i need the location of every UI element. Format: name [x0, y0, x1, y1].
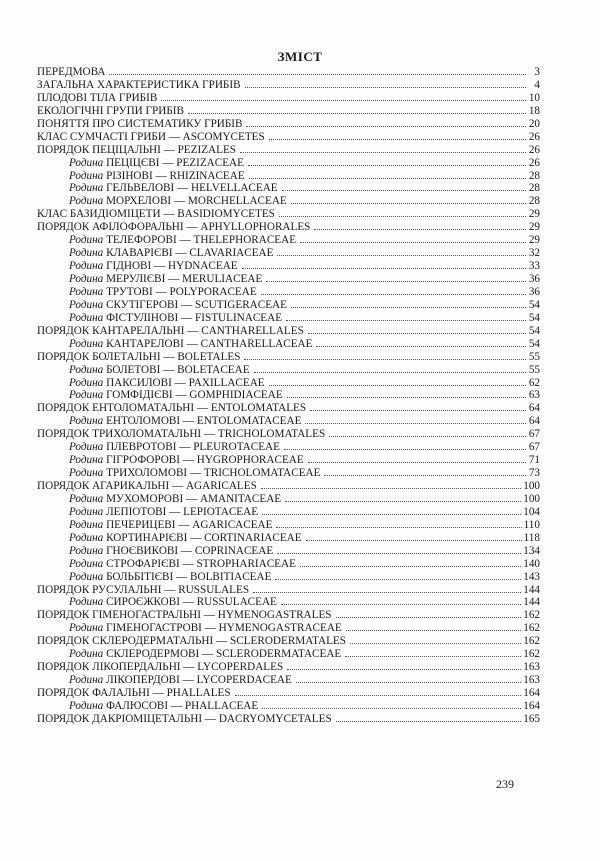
toc-entry-text: ПОРЯДОК ДАКРІОМІЦЕТАЛЬНІ — DACRYOMYCETALES: [37, 712, 332, 725]
dot-leader: [282, 190, 526, 191]
toc-entry-text: МОРХЕЛОВІ — MORCHELLACEAE: [106, 195, 287, 208]
toc-entry-prefix: Родина: [69, 169, 104, 182]
dot-leader: [281, 604, 521, 605]
toc-entry-text: КАНТАРЕЛОВІ — CANTHARELLACEAE: [106, 337, 313, 350]
toc-entry-page: 54: [528, 298, 540, 311]
toc-family-entry: [37, 622, 540, 635]
toc-section-entry: [37, 402, 540, 415]
toc-section-entry: [37, 351, 540, 364]
dot-leader: [248, 165, 526, 166]
toc-entry-prefix: Родина: [69, 699, 104, 712]
toc-entry-page: 63: [528, 389, 540, 402]
toc-entry-prefix: Родина: [69, 531, 104, 544]
dot-leader: [310, 410, 526, 411]
toc-entry-page: 71: [528, 454, 540, 467]
toc-entry-label: [37, 480, 259, 493]
toc-entry-page: 64: [528, 415, 540, 428]
toc-entry-page: 73: [528, 467, 540, 480]
dot-leader: [291, 203, 526, 204]
toc-entry-text: КЛАС БАЗИДІОМІЦЕТИ — BASIDIOMYCETES: [37, 208, 275, 221]
toc-entry-text: ПОРЯДОК ЛІКОПЕРДАЛЬНІ — LYCOPERDALES: [37, 661, 284, 674]
toc-entry-label: [37, 221, 312, 234]
toc-entry-text: ПЕРЕДМОВА: [37, 66, 106, 78]
toc-entry-label: [37, 661, 285, 674]
toc-entry-page: 67: [528, 428, 540, 441]
toc-entry-label: [37, 622, 344, 635]
toc-entry-page: 54: [528, 324, 540, 337]
toc-entry-label: [37, 195, 289, 208]
toc-entry-prefix: Родина: [69, 622, 104, 635]
toc-entry-prefix: Родина: [69, 311, 104, 324]
toc-family-entry: [37, 195, 540, 208]
toc-entry-prefix: Родина: [69, 273, 104, 285]
toc-entry-prefix: Родина: [69, 389, 104, 402]
toc-entry-label: [37, 325, 306, 338]
toc-entry-prefix: Родина: [69, 156, 104, 169]
toc-entry-text: ЛІКОПЕРДОВІ — LYCOPERDACEAE: [106, 674, 292, 687]
toc-entry-prefix: Родина: [69, 260, 104, 273]
dot-leader: [286, 320, 526, 321]
toc-entry-page: 163: [523, 674, 540, 687]
toc-family-entry: [37, 545, 540, 558]
toc-entry-label: [37, 389, 285, 402]
toc-section-entry: [37, 208, 540, 221]
toc-entry-page: 28: [528, 182, 540, 195]
toc-family-entry: [37, 157, 540, 170]
toc-family-entry: [37, 234, 540, 247]
toc-entry-prefix: Родина: [69, 195, 104, 208]
toc-entry-page: 4: [534, 78, 540, 91]
toc-entry-prefix: Родина: [69, 363, 104, 376]
toc-entry-label: [37, 377, 267, 390]
toc-entry-label: [37, 66, 107, 79]
toc-family-entry: [37, 441, 540, 454]
dot-leader: [300, 566, 521, 567]
toc-entry-label: [37, 700, 260, 713]
toc-entry-label: [37, 260, 240, 273]
toc-entry-text: ПЕЧЕРИЦЕВІ — AGARICACEAE: [106, 518, 273, 531]
toc-family-entry: [37, 182, 540, 195]
toc-section-entry: [37, 105, 540, 118]
toc-entry-prefix: Родина: [69, 337, 104, 350]
toc-entry-page: 28: [528, 195, 540, 208]
page-number: 239: [496, 777, 514, 791]
toc-entry-label: [37, 299, 289, 312]
toc-entry-label: [37, 170, 247, 183]
toc-entry-text: ПЕЦІЦЄВІ — PEZIZACEAE: [106, 156, 244, 169]
toc-section-entry: [37, 325, 540, 338]
toc-entry-label: [37, 571, 273, 584]
dot-leader: [296, 682, 521, 683]
toc-entry-prefix: Родина: [69, 234, 104, 247]
toc-entry-page: 62: [528, 376, 540, 389]
dot-leader: [242, 268, 526, 269]
toc-entry-page: 26: [528, 143, 540, 156]
toc-entry-page: 64: [528, 402, 540, 415]
toc-entry-page: 26: [528, 130, 540, 143]
toc-entry-text: БОЛЬБІТІЄВІ — BOLBITIACEAE: [106, 570, 272, 583]
toc-entry-label: [37, 364, 252, 377]
toc-entry-text: ПОРЯДОК КАНТАРЕЛАЛЬНІ — CANTHARELLALES: [37, 324, 304, 337]
toc-entry-text: КЛАС СУМЧАСТІ ГРИБИ — ASCOMYCETES: [37, 130, 265, 143]
toc-section-entry: [37, 118, 540, 131]
dot-leader: [300, 242, 526, 243]
toc-entry-prefix: Родина: [69, 544, 104, 557]
dot-leader: [262, 514, 521, 515]
dot-leader: [346, 630, 521, 631]
toc-family-entry: [37, 700, 540, 713]
dot-leader: [109, 74, 526, 75]
toc-entry-label: [37, 558, 298, 571]
toc-family-entry: [37, 247, 540, 260]
dot-leader: [188, 113, 526, 114]
toc-entry-page: 32: [528, 247, 540, 260]
toc-family-entry: [37, 312, 540, 325]
toc-entry-text: ЕНТОЛОМОВІ — ENTOLOMATACEAE: [106, 415, 302, 428]
dot-leader: [305, 423, 526, 424]
toc-entry-label: [37, 519, 274, 532]
dot-leader: [287, 397, 526, 398]
toc-entry-label: [37, 415, 303, 428]
toc-entry-page: 29: [528, 234, 540, 247]
toc-entry-page: 29: [528, 208, 540, 221]
toc-entry-label: [37, 687, 233, 700]
toc-entry-label: [37, 273, 264, 286]
dot-leader: [275, 579, 521, 580]
toc-entry-page: 100: [523, 480, 540, 492]
dot-leader: [261, 294, 526, 295]
toc-entry-page: 162: [523, 648, 540, 661]
dot-leader: [262, 708, 521, 709]
toc-family-entry: [37, 467, 540, 480]
toc-section-entry: [37, 144, 540, 157]
toc-entry-text: БОЛЕТОВІ — BOLETACEAE: [106, 363, 250, 376]
toc-entry-page: 162: [523, 635, 540, 648]
toc-entry-text: ПОРЯДОК АГАРИКАЛЬНІ — AGARICALES: [37, 480, 257, 492]
toc-entry-text: МУХОМОРОВІ — AMANITACEAE: [106, 492, 282, 505]
dot-leader: [253, 592, 521, 593]
dot-leader: [249, 178, 526, 179]
toc-section-entry: [37, 79, 540, 92]
dot-leader: [279, 216, 526, 217]
toc-entry-prefix: Родина: [69, 518, 104, 531]
toc-entry-text: СКЛЕРОДЕРМОВІ — SCLERODERMATACEAE: [106, 648, 342, 661]
toc-family-entry: [37, 389, 540, 402]
toc-entry-text: КОРТИНАРІЄВІ — CORTINARIACEAE: [106, 531, 302, 544]
toc-entry-text: ГОМФІДІЄВІ — GOMPHIDIACEAE: [106, 389, 283, 402]
toc-family-entry: [37, 286, 540, 299]
toc-section-entry: [37, 635, 540, 648]
toc-family-entry: [37, 273, 540, 286]
dot-leader: [276, 527, 521, 528]
toc-entry-label: [37, 635, 348, 648]
toc-entry-text: ТРУТОВІ — POLYPORACEAE: [106, 285, 257, 298]
toc-entry-prefix: Родина: [69, 454, 104, 467]
page-title: ЗМІСТ: [277, 49, 323, 64]
dot-leader: [329, 436, 526, 437]
dot-leader: [266, 281, 526, 282]
toc-entry-prefix: Родина: [69, 376, 104, 389]
toc-entry-page: 164: [523, 687, 540, 699]
toc-family-entry: [37, 571, 540, 584]
toc-entry-label: [37, 648, 343, 661]
toc-entry-text: СИРОЄЖКОВІ — RUSSULACEAE: [106, 596, 277, 609]
dot-leader: [306, 540, 522, 541]
toc-entry-page: 55: [528, 350, 540, 363]
toc-family-entry: [37, 648, 540, 661]
toc-entry-label: [37, 493, 283, 506]
toc-family-entry: [37, 377, 540, 390]
toc-section-entry: [37, 66, 540, 79]
toc-entry-page: 163: [523, 661, 540, 674]
toc-family-entry: [37, 493, 540, 506]
toc-entry-label: [37, 234, 298, 247]
dot-leader: [285, 501, 521, 502]
toc-section-entry: [37, 687, 540, 700]
toc-entry-page: 162: [523, 609, 540, 622]
toc-entry-page: 165: [523, 712, 540, 725]
toc-entry-page: 33: [528, 260, 540, 273]
dot-leader: [277, 255, 526, 256]
toc-entry-text: ГІГРОФОРОВІ — HYGROPHORACEAE: [106, 454, 304, 467]
toc-entry-text: ПОРЯДОК ЕНТОЛОМАТАЛЬНІ — ENTOLOMATALES: [37, 402, 307, 415]
toc-entry-page: 28: [528, 169, 540, 182]
toc-entry-text: ГІДНОВІ — HYDNACEAE: [106, 260, 238, 273]
toc-entry-text: ТРИХОЛОМОВІ — TRICHOLOMATACEAE: [106, 467, 321, 480]
toc-entry-prefix: Родина: [69, 247, 104, 260]
toc-entry-prefix: Родина: [69, 298, 104, 311]
toc-entry-text: ПОРЯДОК АФІЛОФОРАЛЬНІ — APHYLLOPHORALES: [37, 221, 311, 234]
toc-entry-label: [37, 506, 260, 519]
toc-entry-label: [37, 584, 251, 597]
toc-entry-text: РІЗІНОВІ — RHIZINACEAE: [106, 169, 245, 182]
toc-entry-label: [37, 208, 277, 221]
toc-entry-prefix: Родина: [69, 596, 104, 609]
dot-leader: [336, 617, 522, 618]
dot-leader: [336, 721, 522, 722]
toc-entry-label: [37, 596, 279, 609]
toc-entry-page: 36: [528, 273, 540, 285]
toc-entry-text: МЕРУЛІЄВІ — MERULIACEAE: [106, 273, 263, 285]
toc-entry-label: [37, 312, 284, 325]
toc-family-entry: [37, 338, 540, 351]
toc-entry-page: 104: [523, 505, 540, 518]
toc-entry-text: ПОРЯДОК ПЕЦІЦАЛЬНІ — PEZIZALES: [37, 143, 236, 156]
toc-entry-page: 162: [523, 622, 540, 635]
toc-entry-page: 55: [528, 363, 540, 376]
toc-entry-label: [37, 286, 259, 299]
toc-section-entry: [37, 480, 540, 493]
toc-entry-page: 144: [523, 583, 540, 596]
dot-leader: [261, 488, 521, 489]
dot-leader: [345, 656, 521, 657]
toc-section-entry: [37, 713, 540, 726]
toc-entry-text: ПОРЯДОК СКЛЕРОДЕРМАТАЛЬНІ — SCLERODERMATALES: [37, 635, 346, 648]
toc-entry-label: [37, 157, 246, 170]
toc-entry-page: 26: [528, 156, 540, 169]
toc-entry-page: 118: [523, 531, 540, 544]
toc-entry-label: [37, 118, 244, 131]
dot-leader: [244, 359, 526, 360]
toc-entry-label: [37, 144, 238, 157]
toc-entry-text: ЗАГАЛЬНА ХАРАКТЕРИСТИКА ГРИБІВ: [37, 78, 241, 91]
toc-entry-page: 18: [528, 104, 540, 117]
toc-family-entry: [37, 506, 540, 519]
toc-family-entry: [37, 454, 540, 467]
toc-family-entry: [37, 519, 540, 532]
toc-entry-label: [37, 247, 275, 260]
dot-leader: [324, 475, 526, 476]
dot-leader: [254, 372, 526, 373]
toc-entry-prefix: Родина: [69, 492, 104, 505]
toc-entry-text: ГІМЕНОГАСТРОВІ — HYMENOGASTRACEAE: [106, 622, 342, 635]
toc-entry-text: ПОРЯДОК ТРИХОЛОМАТАЛЬНІ — TRICHOLOMATALES: [37, 428, 326, 441]
toc-entry-label: [37, 532, 304, 545]
toc-section-entry: [37, 428, 540, 441]
toc-family-entry: [37, 674, 540, 687]
toc-section-entry: [37, 92, 540, 105]
toc-entry-prefix: Родина: [69, 415, 104, 428]
toc-entry-page: 140: [523, 557, 540, 570]
toc-entry-label: [37, 454, 306, 467]
dot-leader: [287, 669, 521, 670]
toc-entry-label: [37, 182, 280, 195]
dot-leader: [308, 462, 526, 463]
toc-section-entry: [37, 609, 540, 622]
toc-entry-page: 3: [534, 66, 540, 78]
toc-entry-label: [37, 467, 322, 480]
dot-leader: [308, 333, 526, 334]
dot-leader: [284, 449, 526, 450]
toc-entry-text: ТЕЛЕФОРОВІ — THELEPHORACEAE: [106, 234, 297, 247]
dot-leader: [350, 643, 521, 644]
dot-leader: [316, 346, 526, 347]
toc-entry-text: ПОРЯДОК БОЛЕТАЛЬНІ — BOLETALES: [37, 350, 241, 363]
toc-entry-text: ЛЕПІОТОВІ — LEPIOTACEAE: [106, 505, 259, 518]
toc-family-entry: [37, 532, 540, 545]
toc-entry-page: 54: [528, 311, 540, 324]
toc-entry-text: ПАКСИЛОВІ — PAXILLACEAE: [106, 376, 265, 389]
toc-entry-text: КЛАВАРІЄВІ — CLAVARIACEAE: [106, 247, 274, 260]
toc-entry-text: ЕКОЛОГІЧНІ ГРУПИ ГРИБІВ: [37, 104, 184, 117]
toc-entry-label: [37, 79, 243, 92]
toc-entry-page: 29: [528, 221, 540, 234]
toc-entry-text: ФАЛЮСОВІ — PHALLACEAE: [106, 699, 259, 712]
dot-leader: [314, 229, 526, 230]
toc-entry-page: 134: [523, 544, 540, 557]
toc-entry-text: ПОРЯДОК ФАЛАЛЬНІ — PHALLALES: [37, 687, 231, 699]
toc-entry-prefix: Родина: [69, 467, 104, 480]
toc-section-entry: [37, 584, 540, 597]
dot-leader: [245, 87, 526, 88]
toc-entry-label: [37, 338, 314, 351]
toc-entry-label: [37, 92, 159, 105]
toc-entry-page: 143: [523, 570, 540, 583]
toc-family-entry: [37, 170, 540, 183]
toc-entry-label: [37, 428, 327, 441]
toc-entry-text: ФІСТУЛІНОВІ — FISTULINACEAE: [106, 311, 283, 324]
toc-entry-prefix: Родина: [69, 648, 104, 661]
toc-entry-prefix: Родина: [69, 570, 104, 583]
dot-leader: [240, 152, 526, 153]
toc-entry-prefix: Родина: [69, 182, 104, 195]
toc-entry-page: 10: [528, 91, 540, 104]
table-of-contents: [37, 66, 540, 726]
toc-entry-page: 100: [523, 492, 540, 505]
toc-family-entry: [37, 596, 540, 609]
toc-entry-label: [37, 105, 186, 118]
toc-entry-text: ПОРЯДОК РУСУЛАЛЬНІ — RUSSULALES: [37, 583, 250, 596]
toc-entry-page: 110: [523, 518, 540, 531]
toc-entry-label: [37, 351, 242, 364]
dot-leader: [161, 100, 526, 101]
toc-entry-page: 54: [528, 337, 540, 350]
toc-entry-label: [37, 131, 267, 144]
toc-entry-text: ГНОЄВИКОВІ — COPRINACEAE: [106, 544, 274, 557]
dot-leader: [246, 126, 526, 127]
toc-entry-prefix: Родина: [69, 441, 104, 454]
toc-entry-page: 20: [528, 117, 540, 130]
toc-entry-page: 144: [523, 596, 540, 609]
toc-entry-page: 164: [523, 699, 540, 712]
toc-entry-text: СКУТІГЕРОВІ — SCUTIGERACEAE: [106, 298, 287, 311]
toc-entry-label: [37, 713, 334, 726]
toc-entry-label: [37, 402, 308, 415]
toc-entry-label: [37, 674, 294, 687]
toc-entry-label: [37, 609, 334, 622]
toc-entry-text: ПОРЯДОК ГІМЕНОГАСТРАЛЬНІ — HYMENOGASTRALES: [37, 609, 332, 622]
toc-entry-text: СТРОФАРІЄВІ — STROPHARIACEAE: [106, 557, 296, 570]
dot-leader: [269, 385, 526, 386]
toc-entry-page: 36: [528, 285, 540, 298]
toc-family-entry: [37, 364, 540, 377]
toc-family-entry: [37, 415, 540, 428]
toc-entry-text: ПЛОДОВІ ТІЛА ГРИБІВ: [37, 91, 158, 104]
toc-family-entry: [37, 558, 540, 571]
dot-leader: [277, 553, 521, 554]
toc-section-entry: [37, 221, 540, 234]
dot-leader: [235, 695, 522, 696]
toc-entry-text: ГЕЛЬВЕЛОВІ — HELVELLACEAE: [106, 182, 278, 195]
toc-family-entry: [37, 299, 540, 312]
toc-entry-text: ПОНЯТТЯ ПРО СИСТЕМАТИКУ ГРИБІВ: [37, 117, 243, 130]
toc-entry-text: ПЛЕВРОТОВІ — PLEUROTACEAE: [106, 441, 280, 454]
toc-family-entry: [37, 260, 540, 273]
toc-section-entry: [37, 131, 540, 144]
dot-leader: [291, 307, 526, 308]
toc-entry-label: [37, 545, 275, 558]
toc-section-entry: [37, 661, 540, 674]
toc-entry-page: 67: [528, 441, 540, 454]
toc-entry-prefix: Родина: [69, 505, 104, 518]
dot-leader: [269, 139, 526, 140]
toc-entry-label: [37, 441, 282, 454]
toc-entry-prefix: Родина: [69, 674, 104, 687]
toc-entry-prefix: Родина: [69, 285, 104, 298]
toc-entry-prefix: Родина: [69, 557, 104, 570]
